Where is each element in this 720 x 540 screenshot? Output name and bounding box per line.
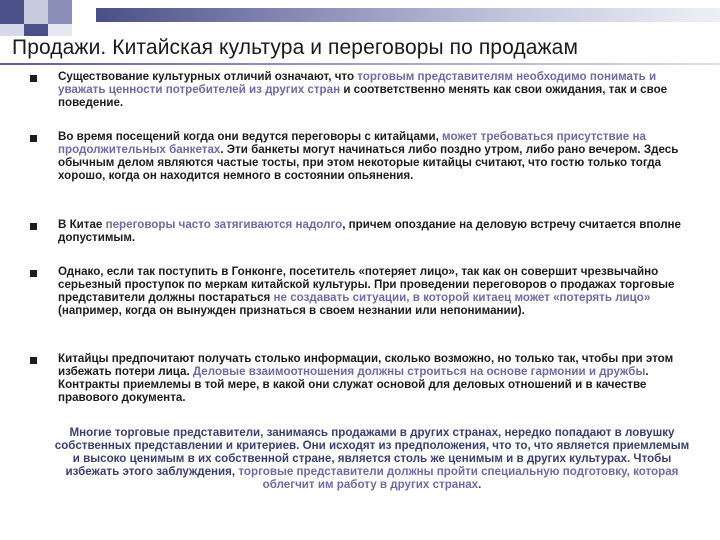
bullet-marker xyxy=(30,135,37,142)
bullet-marker xyxy=(30,75,37,82)
highlight-text: переговоры часто затягиваются надолго xyxy=(105,218,343,231)
closing-paragraph: Многие торговые представители, занимаясь продажами в других странах, нередко попадают в ловушку собственных представлении и критериев. Они исходят из предположения, что то, что является приемлемым и высоко ценимым в их собственной стране, является столь же ценимым и в других культурах. Чтобы избежать этого заблуждения, торговые представители должны пройти специальную подготовку, которая облегчит им работу в других странах. xyxy=(54,426,690,491)
list-item: Существование культурных отличий означают, что торговым представителям необходимо понимать и уважать ценности потребителей из других стран и соответственно менять как свои ожидания, так и свое поведение. xyxy=(58,70,668,109)
highlight-text: не создавать ситуации, в которой китаец может «потерять лицо» xyxy=(273,291,651,304)
title-underline xyxy=(0,63,720,65)
list-item: В Китае переговоры часто затягиваются надолго, причем опоздание на деловую встречу считается вполне допустимым. xyxy=(58,218,682,244)
bullet-marker xyxy=(30,270,37,277)
highlight-text: торговым представителям необходимо понимать и уважать ценности потребителей из других стран xyxy=(58,70,657,96)
bullet-marker xyxy=(30,223,37,230)
page-title: Продажи. Китайская культура и переговоры по продажам xyxy=(12,36,578,59)
list-item: Во время посещений когда они ведутся переговоры с китайцами, может требоваться присутствие на продолжительных банкетах. Эти банкеты могут начинаться либо поздно утром, либо рано вечером. Здесь обычным делом являются частые тосты, при этом некоторые китайцы считают, что гостю только тогда хорошо, когда он находится немного в состоянии опьянения. xyxy=(58,130,679,182)
header-band xyxy=(96,8,720,22)
highlight-text: Деловые взаимоотношения должны строиться на основе гармонии и дружбы xyxy=(192,365,646,378)
list-item: Однако, если так поступить в Гонконге, посетитель «потеряет лицо», так как он совершит чрезвычайно серьезный проступок по меркам китайской культуры. При проведении переговоров о продажах торговые представители должны постараться не создавать ситуации, в которой китаец может «потерять лицо» (например, когда он вынужден признаться в своем незнании или непонимании). xyxy=(58,265,675,317)
bullet-marker xyxy=(30,357,37,364)
list-item: Китайцы предпочитают получать столько информации, сколько возможно, но только так, чтобы при этом избежать потери лица. Деловые взаимоотношения должны строиться на основе гармонии и дружбы. Контракты приемлемы в той мере, в какой они служат основой для деловых отношений и в качестве правового документа. xyxy=(58,352,674,404)
highlight-text: может требоваться присутствие на продолжительных банкетах xyxy=(58,130,646,156)
highlight-text: торговые представители должны пройти специальную подготовку, которая облегчит им работу в других странах xyxy=(238,465,679,491)
